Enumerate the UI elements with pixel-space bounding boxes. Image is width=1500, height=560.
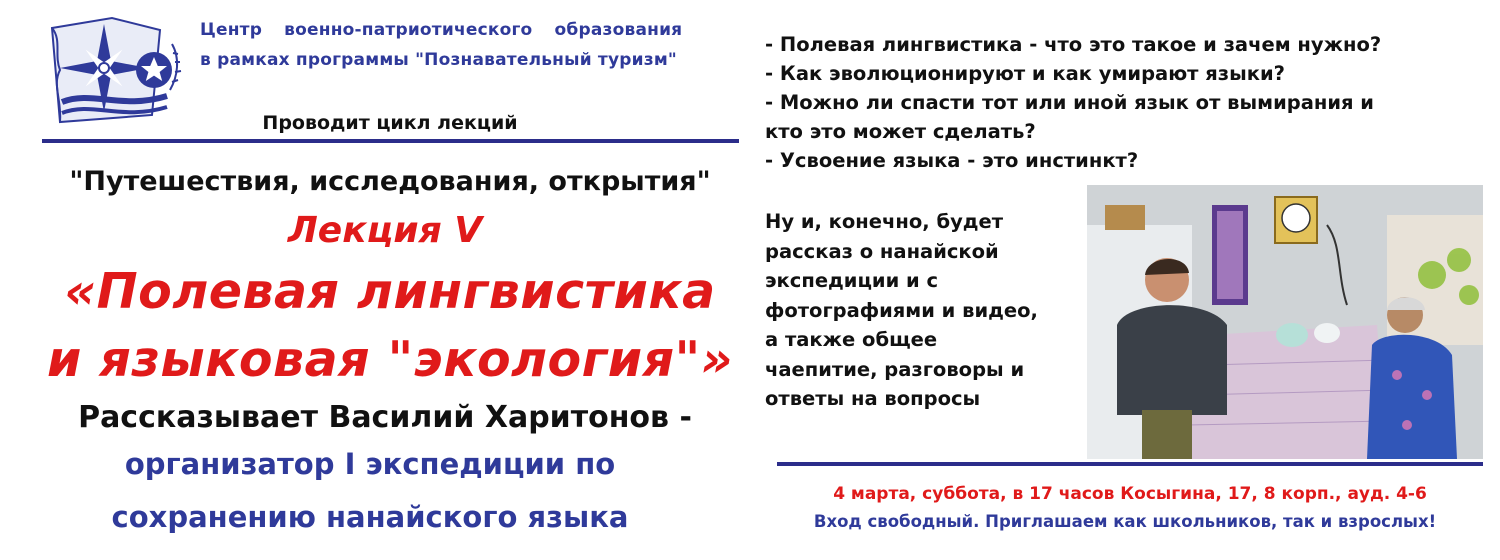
event-date-place: 4 марта, суббота, в 17 часов Косыгина, 17, 8 корп., ауд. 4-6 xyxy=(833,484,1427,504)
expedition-photo-icon xyxy=(1087,185,1483,459)
extra-line: экспедиции и с xyxy=(765,269,939,292)
divider-left xyxy=(42,139,739,143)
extra-description xyxy=(765,207,1075,414)
questions-list xyxy=(765,30,1485,175)
lecture-title-line2: и языковая "экология"» xyxy=(47,331,733,388)
extra-line: рассказ о нанайской xyxy=(765,239,999,263)
question-item: - Можно ли спасти тот или иной язык от вымирания и xyxy=(765,91,1374,114)
question-item: - Полевая лингвистика - что это такое и зачем нужно? xyxy=(765,33,1382,56)
series-title: "Путешествия, исследования, открытия" xyxy=(69,166,711,197)
series-intro: Проводит цикл лекций xyxy=(262,112,518,134)
speaker-role-line2: сохранению нанайского языка xyxy=(111,500,629,534)
lecture-title-line1: «Полевая лингвистика xyxy=(64,263,716,320)
speaker-role-line1: организатор I экспедиции по xyxy=(124,447,616,481)
question-item: - Усвоение языка - это инстинкт? xyxy=(765,149,1139,172)
organization-name-line2: в рамках программы "Познавательный туризм" xyxy=(200,50,677,70)
organization-name-line1: Центр военно-патриотического образования xyxy=(200,20,683,40)
extra-line: а также общее xyxy=(765,328,938,351)
extra-line: ответы на вопросы xyxy=(765,387,981,410)
divider-right xyxy=(777,462,1483,466)
extra-line: чаепитие, разговоры и xyxy=(765,357,1025,381)
question-item: кто это может сделать? xyxy=(765,120,1036,143)
event-entry-info: Вход свободный. Приглашаем как школьников, так и взрослых! xyxy=(813,512,1437,531)
lecture-number: Лекция V xyxy=(287,210,483,251)
question-item: - Как эволюционируют и как умирают языки? xyxy=(765,62,1285,85)
extra-line: Ну и, конечно, будет xyxy=(765,210,1004,233)
speaker-line: Рассказывает Василий Харитонов - xyxy=(78,400,692,435)
extra-line: фотографиями и видео, xyxy=(765,298,1038,322)
